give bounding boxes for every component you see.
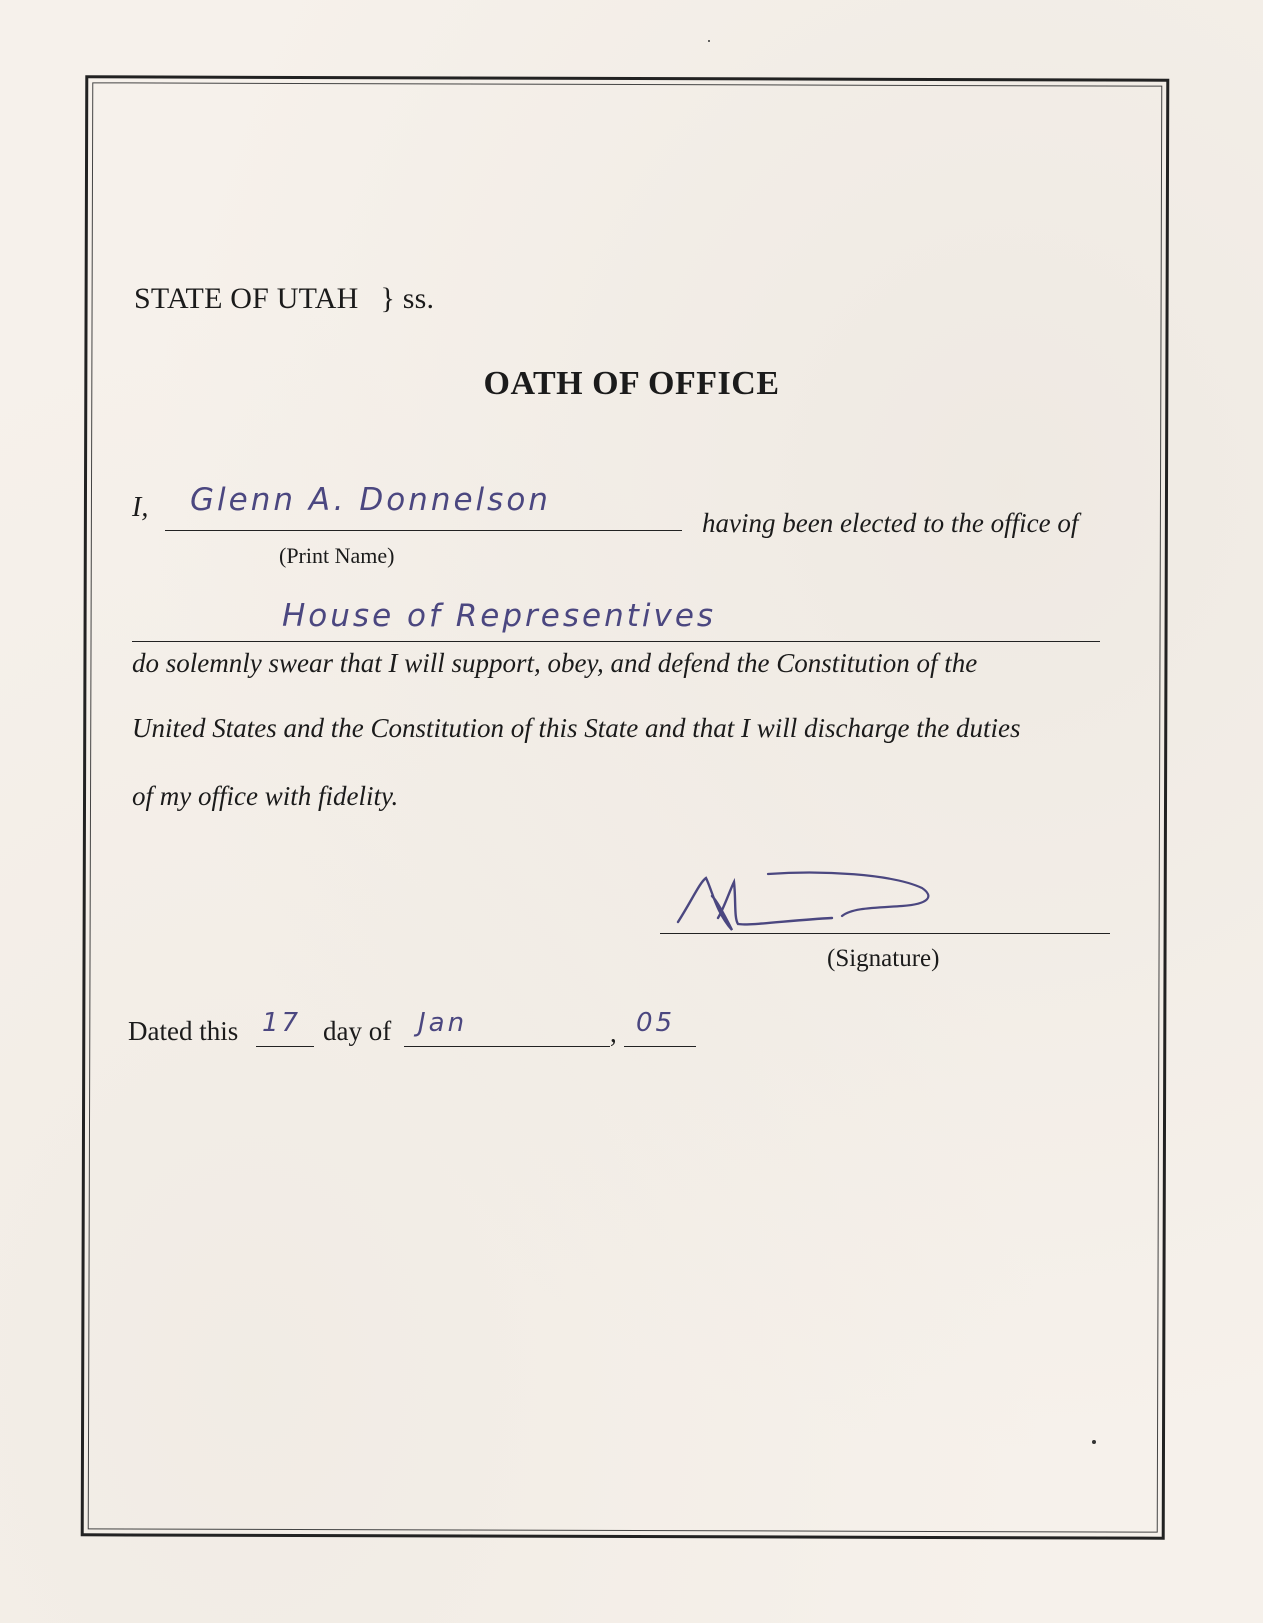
print-name-label: (Print Name) — [279, 543, 395, 568]
elected-text: having been elected to the office of — [702, 508, 1079, 538]
dated-middle: day of — [323, 1016, 392, 1046]
signature-mark — [672, 860, 972, 950]
ss-mark: } ss. — [380, 282, 435, 315]
dated-day: 17 — [262, 1008, 302, 1038]
scan-speck — [1092, 1440, 1096, 1444]
state-heading — [134, 282, 434, 316]
dated-month: Jan — [418, 1008, 468, 1038]
office-line — [132, 641, 1100, 642]
dated-comma: , — [610, 1018, 617, 1048]
print-name-line — [165, 530, 682, 531]
day-line — [256, 1046, 314, 1047]
scan-speck — [708, 40, 710, 42]
oath-line-1: do solemnly swear that I will support, obey, and defend the Constitution of the — [132, 648, 978, 678]
pronoun-i: I, — [132, 492, 149, 523]
year-line — [624, 1046, 696, 1047]
month-line — [404, 1046, 610, 1047]
oath-line-2: United States and the Constitution of this State and that I will discharge the duties — [132, 713, 1021, 743]
signature-line — [660, 933, 1110, 934]
dated-year: 05 — [636, 1008, 676, 1038]
dated-prefix: Dated this — [128, 1016, 239, 1046]
office-handwritten: House of Representives — [282, 598, 717, 634]
oath-line-3: of my office with fidelity. — [132, 781, 399, 811]
signature-label: (Signature) — [827, 945, 940, 972]
state-name: STATE OF UTAH — [134, 282, 359, 315]
print-name-handwritten: Glenn A. Donnelson — [190, 482, 551, 518]
page-title: OATH OF OFFICE — [483, 365, 780, 402]
